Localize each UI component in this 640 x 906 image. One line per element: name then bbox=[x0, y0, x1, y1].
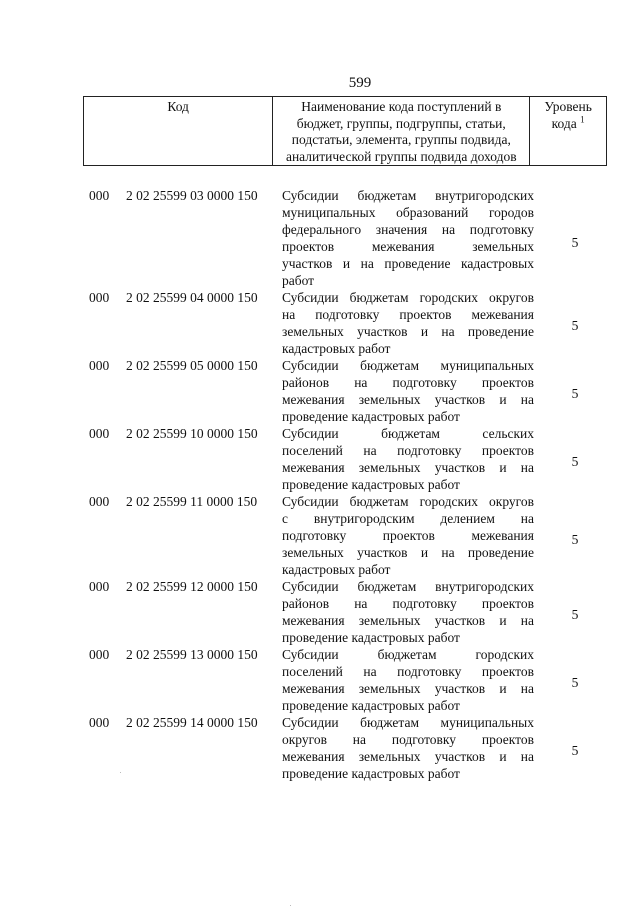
row-name-line: межевания земельных участков и на bbox=[282, 681, 534, 696]
row-code: 2 02 25599 03 0000 150 bbox=[126, 188, 258, 203]
row-name-line: межевания земельных участков и на bbox=[282, 613, 534, 628]
row-name-line: проведение кадастровых работ bbox=[282, 698, 460, 713]
header-level-line: Уровень bbox=[544, 99, 592, 114]
row-level: 5 bbox=[571, 532, 579, 547]
row-name-line: земельных участков и на проведение bbox=[282, 545, 534, 560]
row-name-line: Субсидии бюджетам внутригородских bbox=[282, 579, 534, 594]
row-name-line: с внутригородским делением на bbox=[282, 511, 534, 526]
row-name bbox=[282, 289, 534, 357]
header-name-column bbox=[273, 97, 530, 165]
row-name-line: Субсидии бюджетам городских округов bbox=[282, 290, 534, 305]
table-header bbox=[83, 96, 607, 166]
row-code: 2 02 25599 14 0000 150 bbox=[126, 715, 258, 730]
row-name-line: кадастровых работ bbox=[282, 562, 391, 577]
row-name bbox=[282, 646, 534, 714]
row-name-line: Субсидии бюджетам городских bbox=[282, 647, 534, 662]
row-name-line: федерального значения на подготовку bbox=[282, 222, 534, 237]
row-name-line: Субсидии бюджетам внутригородских bbox=[282, 188, 534, 203]
table-row bbox=[0, 289, 640, 357]
row-level: 5 bbox=[571, 386, 579, 401]
row-code: 2 02 25599 13 0000 150 bbox=[126, 647, 258, 662]
row-name-line: межевания земельных участков и на bbox=[282, 749, 534, 764]
row-name-line: районов на подготовку проектов bbox=[282, 596, 534, 611]
row-name-line: округов на подготовку проектов bbox=[282, 732, 534, 747]
row-name bbox=[282, 357, 534, 425]
row-name-line: проведение кадастровых работ bbox=[282, 477, 460, 492]
row-level: 5 bbox=[571, 743, 579, 758]
row-name-line: работ bbox=[282, 273, 315, 288]
row-name-line: межевания земельных участков и на bbox=[282, 392, 534, 407]
table-row bbox=[0, 714, 640, 782]
row-name bbox=[282, 578, 534, 646]
row-name-line: проведение кадастровых работ bbox=[282, 409, 460, 424]
row-name-line: подготовку проектов межевания bbox=[282, 528, 534, 543]
row-code: 2 02 25599 10 0000 150 bbox=[126, 426, 258, 441]
row-name-line: на подготовку проектов межевания bbox=[282, 307, 534, 322]
row-level: 5 bbox=[571, 235, 579, 250]
header-level-line-2 bbox=[530, 116, 606, 133]
header-code-label: Код bbox=[167, 99, 189, 114]
row-prefix: 000 bbox=[89, 647, 110, 662]
table-row bbox=[0, 493, 640, 578]
scan-speck bbox=[120, 772, 121, 773]
page-number: 599 bbox=[348, 75, 372, 91]
row-name-line: поселений на подготовку проектов bbox=[282, 443, 534, 458]
row-name-line: поселений на подготовку проектов bbox=[282, 664, 534, 679]
footnote-marker: 1 bbox=[580, 114, 585, 124]
row-name-line: кадастровых работ bbox=[282, 341, 391, 356]
row-prefix: 000 bbox=[89, 290, 110, 305]
header-name-line: аналитической группы подвида доходов bbox=[285, 148, 517, 164]
table-row bbox=[0, 646, 640, 714]
row-level: 5 bbox=[571, 454, 579, 469]
row-name-line: проведение кадастровых работ bbox=[282, 630, 460, 645]
row-prefix: 000 bbox=[89, 188, 110, 203]
header-name-line: бюджет, группы, подгруппы, статьи, bbox=[296, 115, 506, 131]
row-name bbox=[282, 714, 534, 782]
row-name-line: муниципальных образований городов bbox=[282, 205, 534, 220]
row-name-line: участков и на проведение кадастровых bbox=[282, 256, 534, 271]
row-name bbox=[282, 425, 534, 493]
row-prefix: 000 bbox=[89, 426, 110, 441]
header-name-line: подстатьи, элемента, группы подвида, bbox=[291, 132, 511, 147]
table-row bbox=[0, 425, 640, 493]
header-level-line-text: кода bbox=[551, 115, 577, 131]
row-level: 5 bbox=[571, 607, 579, 622]
row-name-line: Субсидии бюджетам муниципальных bbox=[282, 715, 534, 730]
table-row bbox=[0, 357, 640, 425]
row-level: 5 bbox=[571, 675, 579, 690]
row-name-line: районов на подготовку проектов bbox=[282, 375, 534, 390]
row-name-line: Субсидии бюджетам сельских bbox=[282, 426, 534, 441]
row-level: 5 bbox=[571, 318, 579, 333]
row-prefix: 000 bbox=[89, 358, 110, 373]
row-name bbox=[282, 187, 534, 289]
row-code: 2 02 25599 11 0000 150 bbox=[126, 494, 258, 509]
row-prefix: 000 bbox=[89, 494, 110, 509]
table-row bbox=[0, 578, 640, 646]
header-name-line: Наименование кода поступлений в bbox=[301, 99, 502, 114]
row-name-line: земельных участков и на проведение bbox=[282, 324, 534, 339]
row-code: 2 02 25599 05 0000 150 bbox=[126, 358, 258, 373]
row-name-line: проведение кадастровых работ bbox=[282, 766, 460, 781]
row-name-line: Субсидии бюджетам муниципальных bbox=[282, 358, 534, 373]
row-prefix: 000 bbox=[89, 715, 110, 730]
table-row bbox=[0, 187, 640, 289]
row-code: 2 02 25599 04 0000 150 bbox=[126, 290, 258, 305]
row-name bbox=[282, 493, 534, 578]
header-level-column bbox=[530, 97, 606, 165]
row-prefix: 000 bbox=[89, 579, 110, 594]
row-code: 2 02 25599 12 0000 150 bbox=[126, 579, 258, 594]
header-code-column bbox=[84, 97, 273, 165]
row-name-line: проектов межевания земельных bbox=[282, 239, 534, 254]
row-name-line: межевания земельных участков и на bbox=[282, 460, 534, 475]
row-name-line: Субсидии бюджетам городских округов bbox=[282, 494, 534, 509]
